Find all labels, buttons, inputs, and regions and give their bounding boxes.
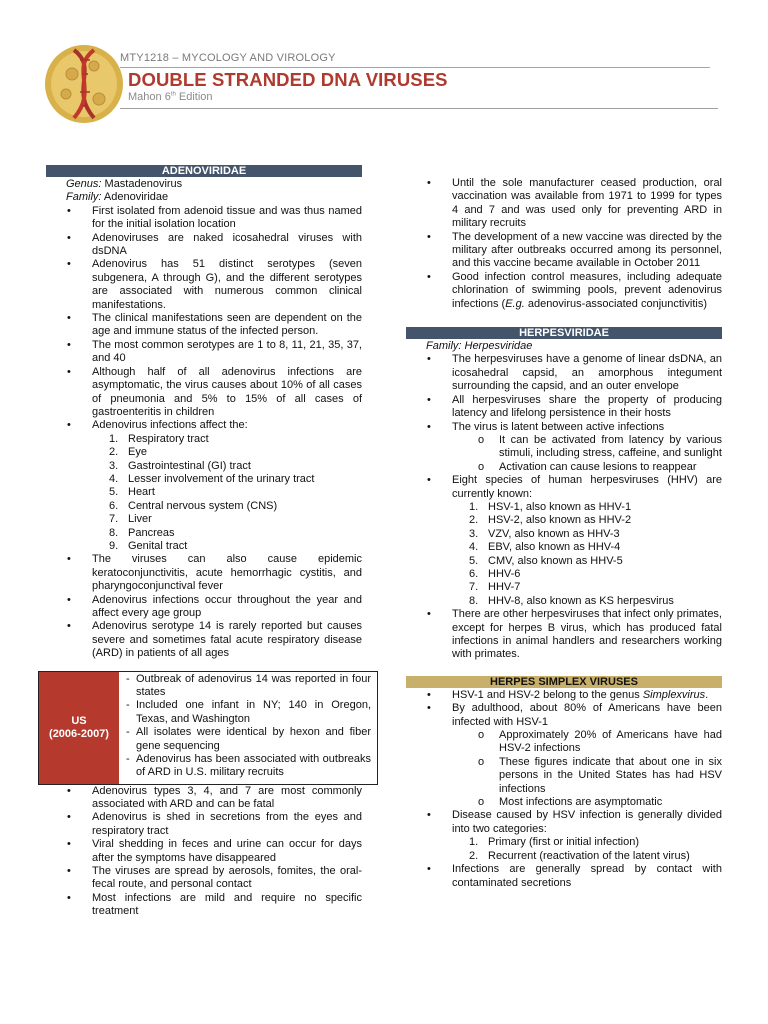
list-item: • Although half of all adenovirus infections are asymptomatic, the virus causes about 10% of all cases of pneumonia and 5% to 15% of all cases of gastroenteritis in children [46, 366, 362, 420]
list-item: 3. VZV, also known as HHV-3 [469, 527, 620, 540]
list-item: 8. Pancreas [109, 526, 175, 539]
list-item: • The viruses can also cause epidemic keratoconjunctivitis, acute hemorrhagic cystitis, and pharyngoconjunctival fever [46, 553, 362, 593]
list-item: - All isolates were identical by hexon and fiber gene sequencing [125, 726, 371, 753]
list-item: 7. Liver [109, 513, 152, 526]
list-item: 1. Respiratory tract [109, 432, 209, 445]
adeno-bullets-3 [46, 620, 362, 660]
list-item: 2. Recurrent (reactivation of the latent virus) [469, 849, 690, 862]
adeno-bullets-2 [46, 553, 362, 620]
list-item: 1. HSV-1, also known as HHV-1 [469, 500, 632, 513]
adeno-bullets-1 [46, 205, 362, 433]
edition-note: Mahon 6th Edition [128, 91, 213, 103]
list-item: • All herpesviruses share the property of producing latency and lifelong persistence in their hosts [406, 394, 722, 421]
section-heading-herpes-simplex: HERPES SIMPLEX VIRUSES [406, 676, 722, 688]
list-item: • The development of a new vaccine was directed by the military after outbreaks occurred among its personnel, and this vaccine became available in October 2011 [406, 231, 722, 271]
hsv-sublist [406, 729, 722, 809]
adeno-bullets-4 [46, 785, 362, 919]
header-divider-top [120, 67, 710, 68]
list-item: o Activation can cause lesions to reappear [406, 461, 722, 474]
list-item: o It can be activated from latency by various stimuli, including stress, caffeine, and sunlight [406, 434, 722, 461]
hsv-category-list [406, 836, 722, 863]
list-item: • The most common serotypes are 1 to 8, 11, 21, 35, 37, and 40 [46, 339, 362, 366]
list-item: • Adenovirus infections occur throughout the year and affect every age group [46, 594, 362, 621]
list-item: • Adenovirus is shed in secretions from the eyes and respiratory tract [46, 811, 362, 838]
list-item: o Most infections are asymptomatic [406, 796, 722, 809]
genus-line: Genus: Mastadenovirus [66, 178, 183, 190]
list-item: o Approximately 20% of Americans have had HSV-2 infections [406, 729, 722, 756]
herpes-species-list [406, 501, 722, 608]
list-item: • By adulthood, about 80% of Americans have been infected with HSV-1 [406, 702, 722, 729]
list-item: o These figures indicate that about one in six persons in the United States has had HSV infections [406, 756, 722, 796]
herpes-bullets-1 [406, 353, 722, 433]
list-item: • Most infections are mild and require no specific treatment [46, 892, 362, 919]
section-heading-adenoviridae: ADENOVIRIDAE [46, 165, 362, 177]
list-item: 2. HSV-2, also known as HHV-2 [469, 514, 632, 527]
list-item: • There are other herpesviruses that infect only primates, except for herpes B virus, which has produced fatal infections in animal handlers and researchers working with primates. [406, 608, 722, 662]
list-item: 6. HHV-6 [469, 567, 521, 580]
family-line: Family: Adenoviridae [66, 191, 169, 204]
list-item: • Viral shedding in feces and urine can occur for days after the symptoms have disappeared [46, 838, 362, 865]
adeno-continued-bullets [406, 177, 722, 311]
course-code: MTY1218 – MYCOLOGY AND VIROLOGY [120, 52, 336, 64]
list-item: 7. HHV-7 [469, 581, 521, 594]
list-item: 2. Eye [109, 446, 147, 459]
list-item: • Adenovirus has 51 distinct serotypes (seven subgenera, A through G), and the different serotypes are associated with numerous common clinical manifestations. [46, 258, 362, 312]
hsv-spread-bullet [406, 863, 722, 890]
list-item: • Adenovirus serotype 14 is rarely reported but causes severe and sometimes fatal acute respiratory disease (ARD) in patients of all ages [46, 620, 362, 660]
list-item: 5. CMV, also known as HHV-5 [469, 554, 623, 567]
list-item: 9. Genital tract [109, 539, 188, 552]
list-item: • Adenovirus types 3, 4, and 7 are most commonly associated with ARD and can be fatal [46, 785, 362, 812]
list-item: • Infections are generally spread by contact with contaminated secretions [406, 863, 722, 890]
list-item: • The virus is latent between active infections [406, 421, 722, 434]
list-item: • Until the sole manufacturer ceased production, oral vaccination was available from 1971 to 1999 for types 4 and 7 and was used only for preventing ARD in military recruits [406, 177, 722, 231]
list-item: • The viruses are spread by aerosols, fomites, the oral-fecal route, and personal contact [46, 865, 362, 892]
section-heading-herpesviridae: HERPESVIRIDAE [406, 327, 722, 339]
herpes-species-intro [406, 474, 722, 501]
latency-sublist [406, 434, 722, 474]
affected-sites-list [46, 433, 362, 554]
list-item: 5. Heart [109, 486, 155, 499]
list-item: 6. Central nervous system (CNS) [109, 499, 278, 512]
list-item: • Good infection control measures, including adequate chlorination of swimming pools, prevent adenovirus infections (E.g. adenovirus-associated conjunctivitis) [406, 271, 722, 311]
us-outbreak-box [38, 671, 378, 785]
header-divider-bottom [120, 108, 718, 109]
page-title: DOUBLE STRANDED DNA VIRUSES [128, 69, 448, 90]
hsv-bullets-1 [406, 689, 722, 729]
list-item: - Adenovirus has been associated with outbreaks of ARD in U.S. military recruits [125, 753, 371, 780]
list-item: • Adenoviruses are naked icosahedral viruses with dsDNA [46, 232, 362, 259]
list-item: • First isolated from adenoid tissue and was thus named for the initial isolation location [46, 205, 362, 232]
list-item: • Eight species of human herpesviruses (HHV) are currently known: [406, 474, 722, 501]
list-item: - Included one infant in NY; 140 in Oregon, Texas, and Washington [125, 699, 371, 726]
list-item: 3. Gastrointestinal (GI) tract [109, 459, 251, 472]
course-logo [44, 44, 124, 124]
list-item: • HSV-1 and HSV-2 belong to the genus Simplexvirus. [406, 689, 722, 702]
list-item: 1. Primary (first or initial infection) [469, 836, 639, 849]
list-item: • Disease caused by HSV infection is generally divided into two categories: [406, 809, 722, 836]
us-outbreak-list [119, 672, 377, 784]
list-item: 8. HHV-8, also known as KS herpesvirus [469, 594, 674, 607]
list-item: 4. EBV, also known as HHV-4 [469, 541, 621, 554]
family-line: Family: Herpesviridae [426, 340, 533, 353]
right-column [406, 177, 722, 890]
us-outbreak-label: US (2006-2007) [39, 672, 119, 784]
herpes-other-bullet [406, 608, 722, 662]
list-item: 4. Lesser involvement of the urinary tract [109, 472, 315, 485]
list-item: • Adenovirus infections affect the: [46, 419, 362, 432]
left-column [46, 165, 371, 919]
list-item: • The clinical manifestations seen are dependent on the age and immune status of the infected person. [46, 312, 362, 339]
list-item: • The herpesviruses have a genome of linear dsDNA, an icosahedral capsid, an amorphous integument surrounding the capsid, and an outer envelope [406, 353, 722, 393]
hsv-disease-bullet [406, 809, 722, 836]
list-item: - Outbreak of adenovirus 14 was reported in four states [125, 673, 371, 700]
